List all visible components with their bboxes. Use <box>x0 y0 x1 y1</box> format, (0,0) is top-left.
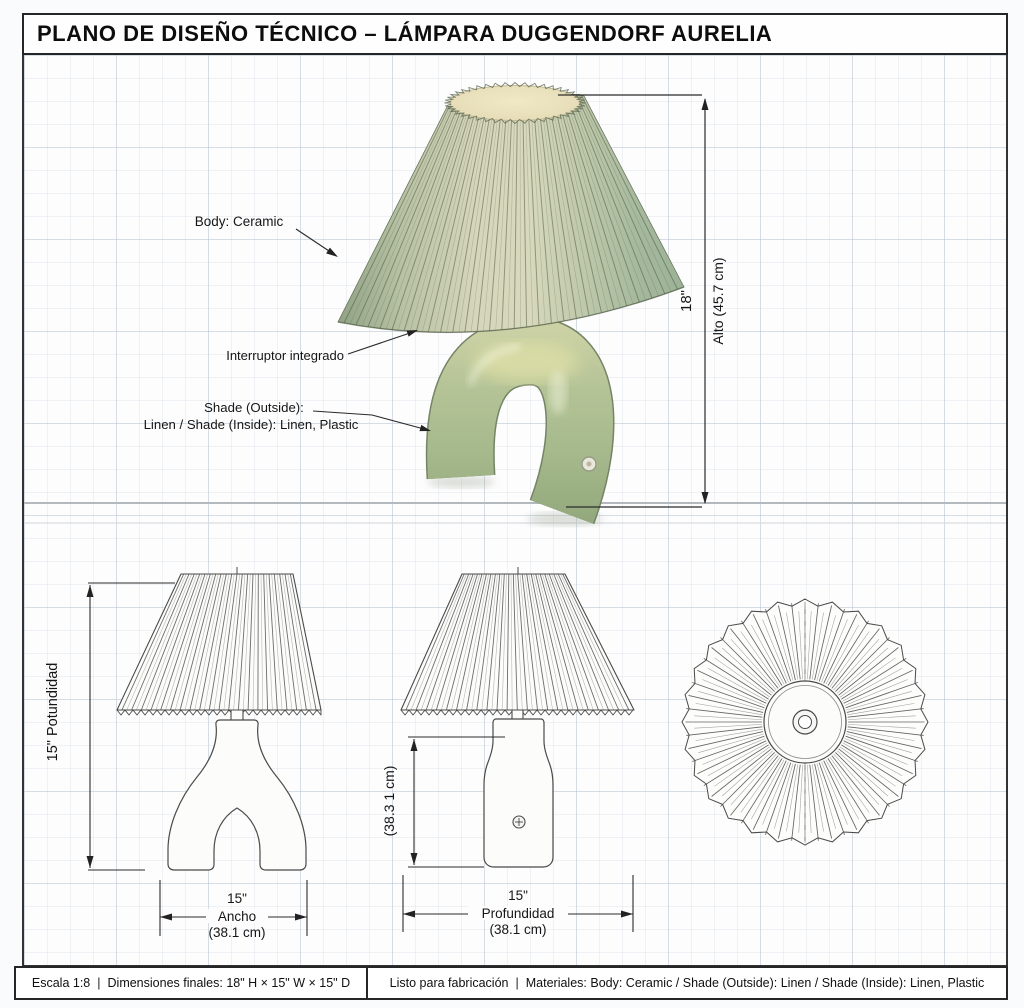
footer-materials: Materiales: Body: Ceramic / Shade (Outside): Linen / Shade (Inside): Linen, Plastic <box>525 976 985 990</box>
footer-scale: Escala 1:8 <box>31 976 91 990</box>
front-width-metric: (38.1 cm) <box>208 925 266 940</box>
side-switch <box>513 816 525 828</box>
technical-drawing-canvas <box>22 55 1008 967</box>
lamp-shade <box>338 83 684 333</box>
annotation-shade-line1: Shade (Outside): <box>204 400 304 415</box>
leader-arrow <box>407 330 419 337</box>
page-title: PLANO DE DISEÑO TÉCNICO – LÁMPARA DUGGENDORF AURELIA <box>37 21 773 46</box>
title-bar <box>22 13 1008 55</box>
footer-separator: | <box>515 976 519 990</box>
leader-arrow <box>326 248 338 257</box>
annotation-shade-line2: Linen / Shade (Inside): Linen, Plastic <box>143 417 359 432</box>
main-height-metric: Alto (45.7 cm) <box>710 257 726 345</box>
side-neck <box>512 710 523 719</box>
footer-dimensions: Dimensiones finales: 18" H × 15" W × 15" D <box>107 976 351 990</box>
front-shade-serrated-edge <box>117 710 321 715</box>
title-block-footer <box>14 966 1008 1000</box>
side-body-profile <box>484 719 553 867</box>
side-height-metric: (38.3 1 cm) <box>381 765 397 837</box>
side-view <box>381 567 634 937</box>
front-width-name: Ancho <box>217 909 257 924</box>
main-lamp-render <box>338 83 684 527</box>
front-shade-outline <box>117 574 321 710</box>
annotation-body-material: Body: Ceramic <box>194 214 284 229</box>
front-width-value: 15" <box>227 891 247 906</box>
footer-left-cell <box>16 968 368 998</box>
floor-lines <box>24 503 1006 523</box>
side-shade-outline <box>401 574 634 710</box>
side-depth-name: Profundidad <box>481 906 555 921</box>
front-neck <box>231 710 243 720</box>
footer-right-cell <box>368 968 1006 998</box>
main-height-imperial: 18" <box>678 289 695 313</box>
front-body-arch <box>168 720 306 870</box>
annotation-switch: Interruptor integrado <box>226 348 344 363</box>
front-depth-label: 15" Potundidad <box>45 662 61 762</box>
side-depth-value: 15" <box>508 888 528 903</box>
footer-separator: | <box>97 976 101 990</box>
finial-hole <box>799 716 812 729</box>
footer-status: Listo para fabricación <box>389 976 509 990</box>
front-view <box>45 567 321 940</box>
side-depth-metric: (38.1 cm) <box>489 922 547 937</box>
